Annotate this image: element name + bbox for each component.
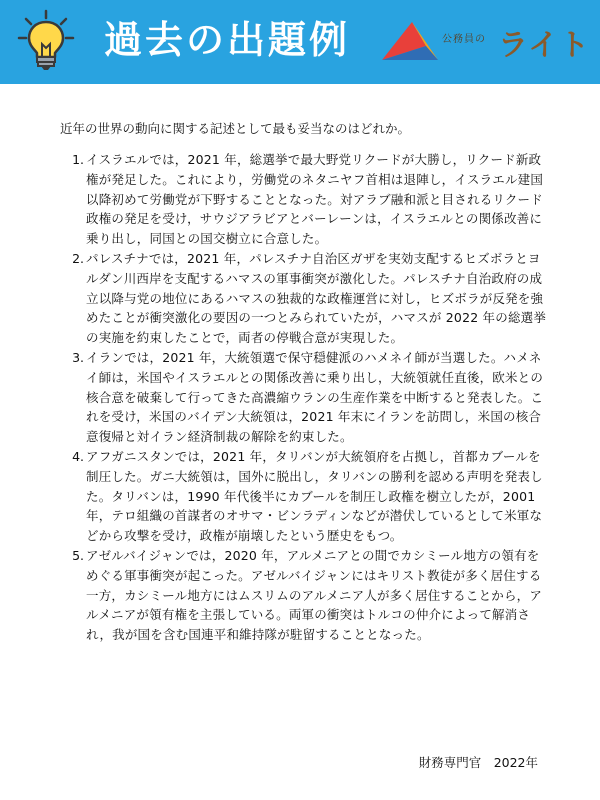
logo-small-text: 公務員の xyxy=(442,34,486,45)
choice-text: アフガニスタンでは，2021 年，タリバンが大統領府を占拠し，首都カブールを制圧した。ガニ大統領は，国外に脱出し，タリバンの勝利を認める声明を発表した。タリバンは，1990 年代後半にカブールを制圧し政権を樹立したが，2001 年，テロ組織の首謀者のオサマ・ビンラディンなどが潜伏しているとして米軍などから攻撃を受け，政権が崩壊したという歴史をもつ。 xyxy=(86,448,543,544)
logo-big-text: ライト xyxy=(498,28,591,63)
choice-item xyxy=(60,546,548,645)
exam-source: 財務専門官 2022年 xyxy=(418,755,538,770)
question-text: 近年の世界の動向に関する記述として最も妥当なのはどれか。 xyxy=(60,121,411,136)
choice-number: 3. xyxy=(72,349,84,365)
brand-logo xyxy=(378,16,591,68)
choice-text: パレスチナでは，2021 年，パレスチナ自治区ガザを実効支配するヒズボラとヨルダン川西岸を支配するハマスの軍事衝突が激化した。パレスチナ自治政府の成立以降与党の地位にあるハマスの独裁的な政権運営に対し，ヒズボラが反発を強めたことが衝突激化の要因の一つとみられていたが，ハマスが 2022 年の総選挙の実施を約束したことで，両者の停戦合意が実現した。 xyxy=(86,250,547,346)
choice-text: イスラエルでは，2021 年，総選挙で最大野党リクードが大勝し，リクード新政権が発足した。これにより，労働党のネタニヤフ首相は退陣し，イスラエル建国以降初めて労働党が下野することとなった。対アラブ融和派と目されるリクード政権の発足を受け，サウジアラビアとバーレーンは，イスラエルとの関係改善に乗り出し，同国との国交樹立に合意した。 xyxy=(86,152,544,247)
page-title: 過去の出題例 xyxy=(104,18,351,62)
header-banner xyxy=(0,0,600,84)
choice-text: イランでは，2021 年，大統領選で保守穏健派のハメネイ師が当選した。ハメネイ師は，米国やイスラエルとの関係改善に乗り出し，大統領就任直後，欧米との核合意を破棄して行ってきた高濃縮ウランの生産作業を中断すると発表した。これを受け，米国のバイデン大統領は，2021 年末にイランを訪問し，米国の核合意復帰と対イラン経済制裁の解除を約束した。 xyxy=(86,349,544,445)
light-bulb-icon xyxy=(14,8,78,72)
choice-number: 2. xyxy=(72,250,84,266)
choice-number: 5. xyxy=(72,547,84,563)
choice-item xyxy=(60,447,548,546)
choice-item xyxy=(60,150,548,249)
choice-item xyxy=(60,348,548,447)
choice-list xyxy=(60,150,548,645)
choice-number: 4. xyxy=(72,448,84,464)
choice-text: アゼルバイジャンでは，2020 年，アルメニアとの間でカシミール地方の領有をめぐる軍事衝突が起こった。アゼルバイジャンにはキリスト教徒が多く居住する一方，カシミール地方にはムスリムのアルメニア人が多く居住することから，アルメニアが領有権を主張している。両軍の衝突はトルコの仲介によって解消され，我が国を含む国連平和維持隊が駐留することとなった。 xyxy=(86,547,543,643)
logo-mark-icon xyxy=(378,16,442,68)
choice-item xyxy=(60,249,548,348)
choice-number: 1. xyxy=(72,152,84,167)
